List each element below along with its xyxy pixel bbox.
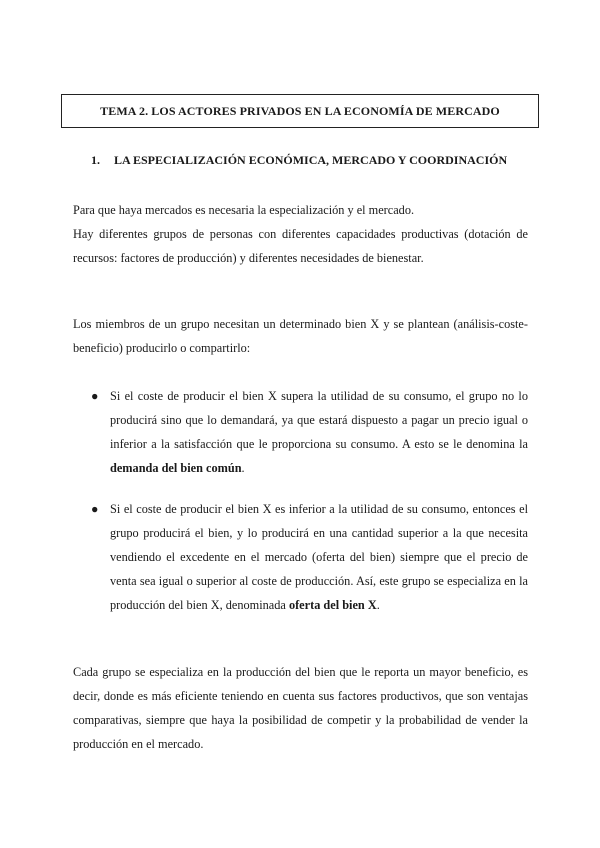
section-heading bbox=[91, 153, 507, 168]
paragraph-intro-line1: Para que haya mercados es necesaria la especialización y el mercado. bbox=[73, 203, 415, 217]
section-title: LA ESPECIALIZACIÓN ECONÓMICA, MERCADO Y COORDINACIÓN bbox=[114, 153, 508, 167]
paragraph-group bbox=[73, 312, 528, 360]
document-title: TEMA 2. LOS ACTORES PRIVADOS EN LA ECONOMÍA DE MERCADO bbox=[100, 103, 500, 118]
paragraph-specialization bbox=[73, 660, 528, 756]
paragraph-intro-line2: Hay diferentes grupos de personas con diferentes capacidades productivas (dotación de recursos: factores de producción) y diferentes necesidades de bienestar. bbox=[73, 227, 528, 265]
bullet-text-body: Si el coste de producir el bien X supera la utilidad de su consumo, el grupo no lo producirá sino que lo demandará, ya que estará dispuesto a pagar un precio igual o inferior a la satisfacción que le proporciona su consumo. A esto se le denomina la bbox=[110, 389, 528, 451]
document-title-box bbox=[61, 94, 539, 128]
section-number: 1. bbox=[91, 153, 100, 167]
bullet-text bbox=[110, 497, 528, 617]
bullet-dot: ● bbox=[91, 389, 99, 403]
bullet-dot: ● bbox=[91, 502, 99, 516]
bullet-item-supply bbox=[91, 497, 528, 617]
bullet-text-body: Si el coste de producir el bien X es inferior a la utilidad de su consumo, entonces el grupo producirá el bien, y lo producirá en una cantidad superior a la que necesita vendiendo el excedente en el mercado (oferta del bien) siempre que el precio de venta sea igual o superior al coste de producción. Así, este grupo se especializa en la producción del bien X, denominada bbox=[110, 502, 528, 612]
paragraph-specialization-text: Cada grupo se especializa en la producción del bien que le reporta un mayor beneficio, es decir, donde es más eficiente teniendo en cuenta sus factores productivos, que son ventajas comparativas, siempre que haya la posibilidad de competir y la probabilidad de vender la producción en el mercado. bbox=[73, 665, 528, 751]
bullet-text bbox=[110, 384, 528, 480]
bullet-text-end: . bbox=[241, 461, 245, 475]
paragraph-intro bbox=[73, 198, 528, 270]
bullet-text-bold: oferta del bien X bbox=[288, 598, 377, 612]
bullet-text-end: . bbox=[376, 598, 380, 612]
bullet-text-bold: demanda del bien común bbox=[110, 461, 242, 475]
paragraph-group-text: Los miembros de un grupo necesitan un determinado bien X y se plantean (análisis-coste-beneficio) producirlo o compartirlo: bbox=[73, 317, 528, 355]
bullet-item-demand bbox=[91, 384, 528, 480]
